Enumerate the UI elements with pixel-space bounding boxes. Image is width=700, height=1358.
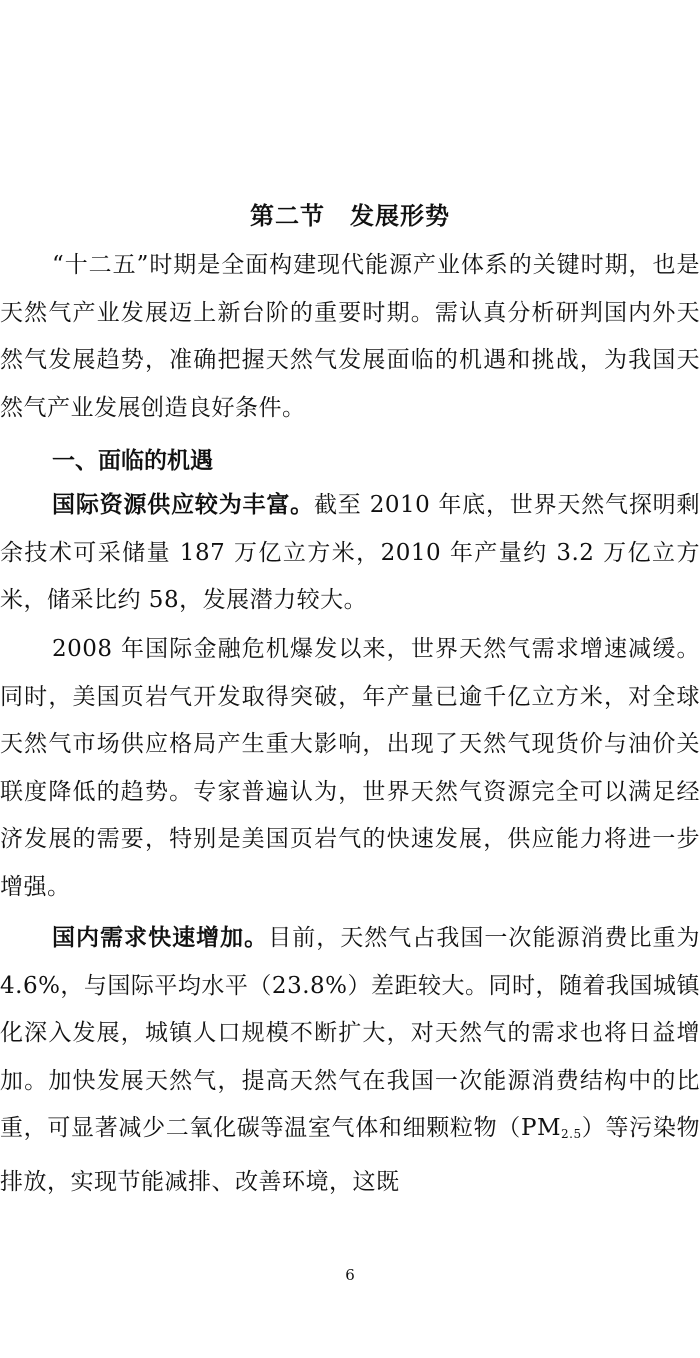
paragraph-text-demand-end: ）等污染物排放，实现节能减排、改善环境，这既 (0, 1115, 700, 1195)
paragraph-domestic-demand (0, 915, 700, 1206)
paragraph-text-demand: 目前，天然气占我国一次能源消费比重为 4.6%，与国际平均水平（23.8%）差距较大。同时，随着我国城镇化深入发展，城镇人口规模不断扩大，对天然气的需求也将日益增加。加快发展天然气，提高天然气在我国一次能源消费结构中的比重，可显著减少二氧化碳等温室气体和细颗粒物（PM (0, 925, 700, 1141)
paragraph-lead-resources: 国际资源供应较为丰富。 (52, 492, 314, 518)
paragraph-international-resources (0, 482, 700, 625)
paragraph-text-resources: 截至 2010 年底，世界天然气探明剩余技术可采储量 187 万亿立方米，2010 年产量约 3.2 万亿立方米，储采比约 58，发展潜力较大。 (0, 492, 700, 613)
paragraph-financial-crisis: 2008 年国际金融危机爆发以来，世界天然气需求增速减缓。同时，美国页岩气开发取得突破，年产量已逾千亿立方米，对全球天然气市场供应格局产生重大影响，出现了天然气现货价与油价关联度降低的趋势。专家普遍认为，世界天然气资源完全可以满足经济发展的需要，特别是美国页岩气的快速发展，供应能力将进一步增强。 (0, 636, 700, 900)
heading-opportunities: 一、面临的机遇 (52, 448, 213, 474)
page-number: 6 (345, 1266, 355, 1284)
section-title: 第二节 发展形势 (250, 202, 450, 230)
pm-subscript: 2.5 (561, 1127, 582, 1141)
paragraph-lead-demand: 国内需求快速增加。 (52, 925, 269, 951)
intro-paragraph: “十二五”时期是全面构建现代能源产业体系的关键时期，也是天然气产业发展迈上新台阶的重要时期。需认真分析研判国内外天然气发展趋势，准确把握天然气发展面临的机遇和挑战，为我国天然气产业发展创造良好条件。 (0, 252, 700, 421)
